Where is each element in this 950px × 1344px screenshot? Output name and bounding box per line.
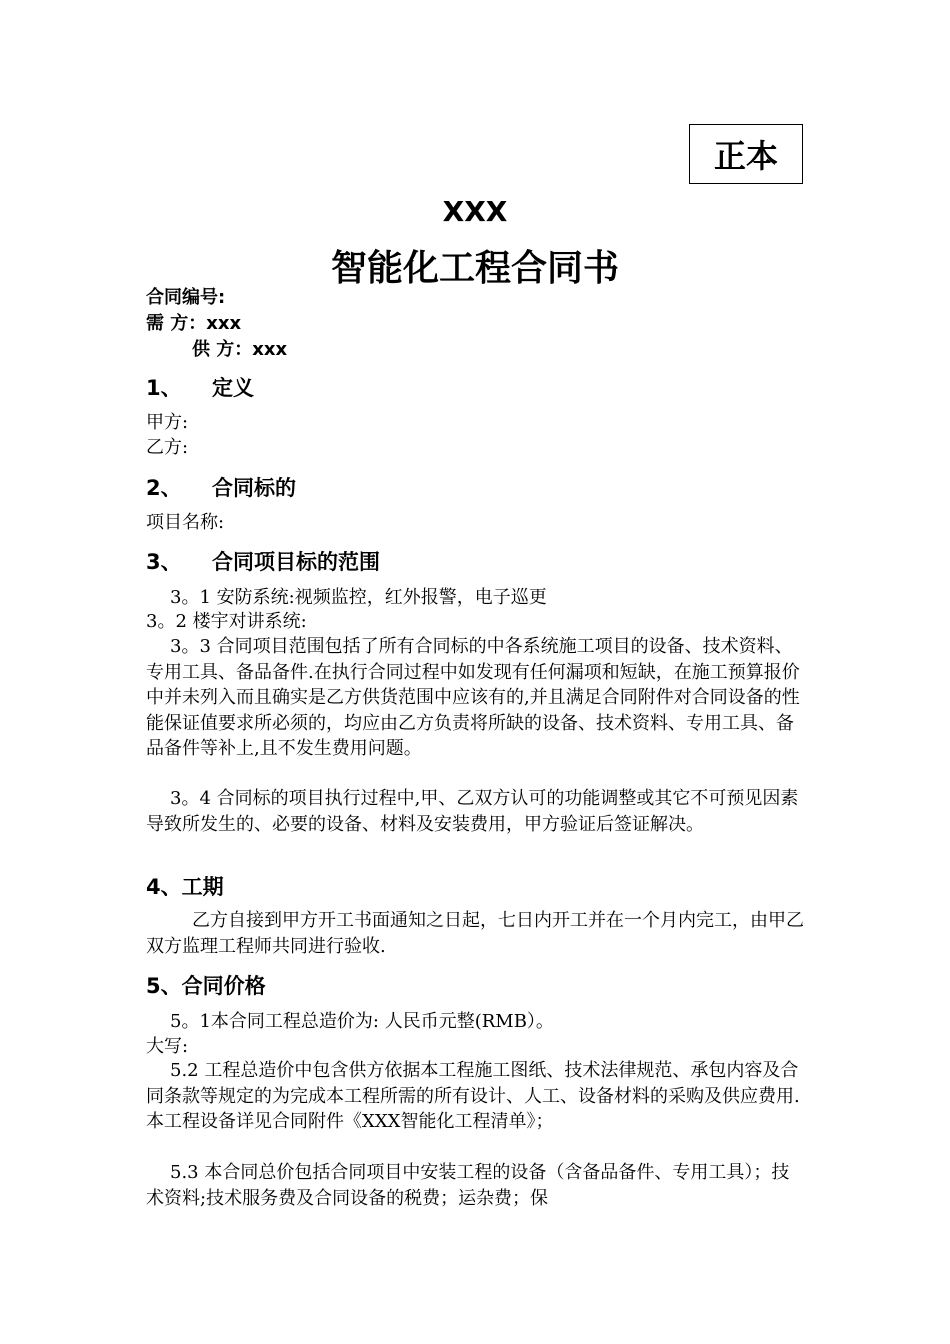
section-5-title: 合同价格 — [181, 974, 266, 998]
section-1-title: 定义 — [212, 376, 254, 400]
section-2-number: 2、 — [146, 476, 182, 500]
section-1-heading — [146, 372, 254, 402]
section-4-number: 4、 — [146, 875, 182, 899]
buyer-line: 需 方：xxx — [146, 313, 242, 334]
clause-3-1: 3。1 安防系统:视频监控，红外报警，电子巡更 — [170, 587, 547, 608]
section-2-title: 合同标的 — [212, 476, 296, 500]
clause-3-4: 3。4 合同标的项目执行过程中,甲、乙双方认可的功能调整或其它不可预见因素导致所发生的、必要的设备、材料及安装费用，甲方验证后签证解决。 — [146, 788, 799, 835]
section-4-title: 工期 — [181, 875, 224, 899]
section-3-number: 3、 — [146, 550, 182, 574]
section-4-heading — [146, 871, 224, 901]
clause-3-2: 3。2 楼宇对讲系统: — [146, 611, 307, 632]
amount-in-words-label: 大写: — [146, 1036, 189, 1057]
section-3-heading — [146, 546, 380, 576]
original-copy-stamp: 正本 — [689, 124, 803, 184]
clause-4-schedule: 乙方自接到甲方开工书面通知之日起，七日内开工并在一个月内完工，由甲乙双方监理工程师共同进行验收. — [146, 910, 804, 957]
party-b-line: 乙方: — [146, 437, 189, 458]
title-project-name: XXX — [442, 195, 508, 228]
section-2-heading — [146, 472, 296, 502]
party-a-line: 甲方: — [146, 412, 189, 433]
section-1-number: 1、 — [146, 376, 182, 400]
clause-5-2: 5.2 工程总造价中包含供方依据本工程施工图纸、技术法律规范、承包内容及合同条款等规定的为完成本工程所需的所有设计、人工、设备材料的采购及供应费用.本工程设备详见合同附件《XXX智能化工程清单》； — [146, 1060, 800, 1132]
project-name-line: 项目名称: — [146, 512, 225, 533]
clause-5-3: 5.3 本合同总价包括合同项目中安装工程的设备（含备品备件、专用工具）；技术资料;技术服务费及合同设备的税费；运杂费；保 — [146, 1162, 790, 1209]
section-5-number: 5、 — [146, 974, 182, 998]
contract-number-label: 合同编号: — [146, 287, 226, 308]
clause-5-1: 5。1本合同工程总造价为: 人民币元整(RMB）。 — [170, 1011, 554, 1032]
supplier-line: 供 方：xxx — [192, 339, 288, 360]
title-contract: 智能化工程合同书 — [330, 248, 619, 289]
section-5-heading — [146, 970, 266, 1000]
clause-3-3: 3。3 合同项目范围包括了所有合同标的中各系统施工项目的设备、技术资料、专用工具、备品备件.在执行合同过程中如发现有任何漏项和短缺，在施工预算报价中并未列入而且确实是乙方供货范围中应该有的,并且满足合同附件对合同设备的性能保证值要求所必须的，均应由乙方负责将所缺的设备、技术资料、专用工具、备品备件等补上,且不发生费用问题。 — [146, 636, 800, 759]
section-3-title: 合同项目标的范围 — [212, 550, 380, 574]
